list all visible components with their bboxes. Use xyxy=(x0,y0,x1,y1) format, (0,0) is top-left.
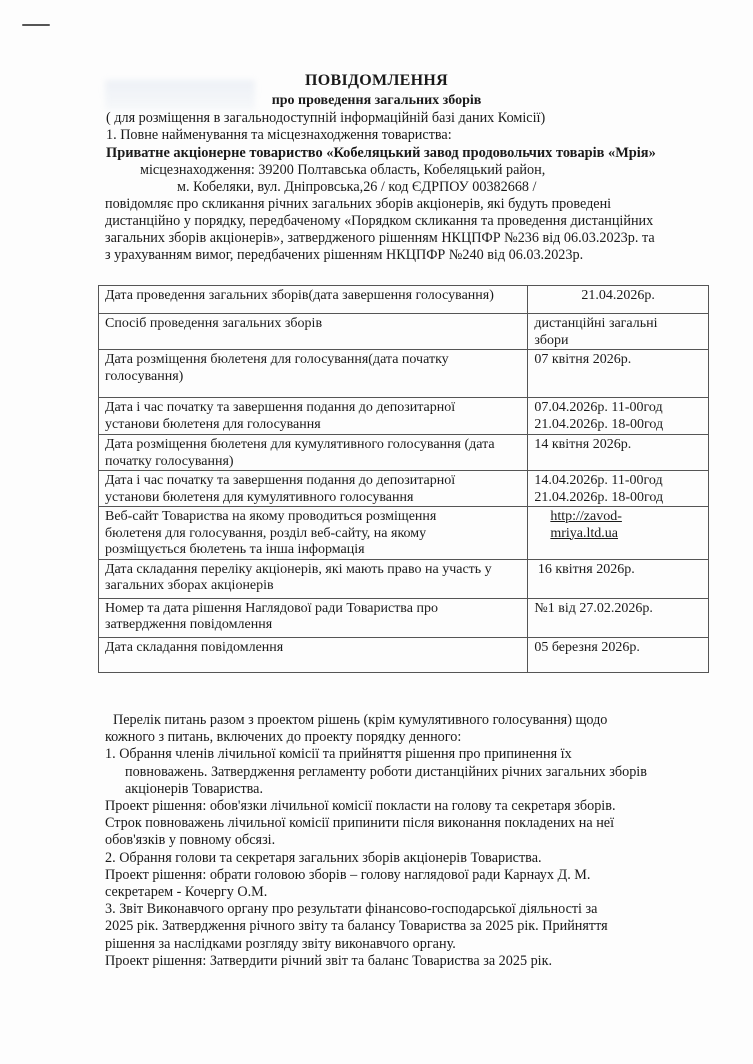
company-name: Приватне акціонерне товариство «Кобеляцький завод продовольчих товарів «Мрія» xyxy=(106,145,656,161)
meeting-info-table xyxy=(98,285,709,673)
table-row xyxy=(99,350,709,398)
row-value xyxy=(528,350,709,398)
value-line: 21.04.2026р. xyxy=(581,288,655,303)
table-row xyxy=(99,398,709,435)
value-line: 07 квітня 2026р. xyxy=(534,352,632,367)
table-row xyxy=(99,559,709,598)
draft-decision-2-cont: секретарем - Кочергу О.М. xyxy=(105,884,268,901)
agenda-item-2: 2. Обрання голови та секретаря загальних зборів акціонерів Товариства. xyxy=(105,849,542,866)
label-line: голосування) xyxy=(105,368,184,384)
intro-line: загальних зборів акціонерів», затвердженого рішенням НКЦПФР №236 від 06.03.2023р. та xyxy=(105,230,655,246)
value-line: збори xyxy=(534,332,569,348)
label-line: Спосіб проведення загальних зборів xyxy=(105,316,323,331)
row-label xyxy=(99,637,528,672)
row-label xyxy=(99,350,528,398)
agenda-intro-line: Перелік питань разом з проектом рішень (крім кумулятивного голосування) щодо xyxy=(113,712,608,728)
intro-line: дистанційно у порядку, передбаченому «Порядком скликання та проведення дистанційних xyxy=(105,213,654,229)
table-row xyxy=(99,507,709,560)
row-label xyxy=(99,598,528,637)
document-subtitle: про проведення загальних зборів xyxy=(271,93,482,108)
label-line: Дата розміщення бюлетеня для кумулятивного голосування (дата xyxy=(105,437,495,452)
label-line: Веб-сайт Товариства на якому проводиться розміщення xyxy=(105,509,437,524)
row-value xyxy=(528,471,709,507)
row-label xyxy=(99,507,528,560)
row-label xyxy=(99,559,528,598)
address-line-1: місцезнаходження: 39200 Полтавська область, Кобеляцький район, xyxy=(140,162,546,178)
agenda-item-3-cont: 2025 рік. Затвердження річного звіту та балансу Товариства за 2025 рік. Прийняття xyxy=(105,918,608,935)
intro-paragraph xyxy=(105,196,715,264)
row-value xyxy=(528,398,709,435)
value-line: 14 квітня 2026р. xyxy=(534,437,632,452)
label-line: Дата складання повідомлення xyxy=(105,639,284,655)
row-value xyxy=(528,435,709,471)
label-line: Дата складання переліку акціонерів, які мають право на участь у xyxy=(105,561,492,577)
value-line: дистанційні загальні xyxy=(534,316,658,331)
value-line: 05 березня 2026р. xyxy=(534,639,640,655)
address-line-2: м. Кобеляки, вул. Дніпровська,26 / код ЄДРПОУ 00382668 / xyxy=(177,179,537,195)
row-label xyxy=(99,314,528,350)
row-label xyxy=(99,286,528,314)
row-value xyxy=(528,507,709,560)
agenda-item-1-cont: акціонерів Товариства. xyxy=(125,780,264,797)
label-line: Дата і час початку та завершення подання до депозитарної xyxy=(105,400,456,415)
label-line: початку голосування) xyxy=(105,453,234,469)
label-line: Дата і час початку та завершення подання до депозитарної xyxy=(105,473,456,488)
value-line: №1 від 27.02.2026р. xyxy=(534,600,653,616)
label-line: Номер та дата рішення Наглядової ради Товариства про xyxy=(105,600,438,616)
draft-decision-1: Проект рішення: обов'язки лічильної комісії покласти на голову та секретаря зборів. xyxy=(105,798,616,815)
agenda-intro-line: кожного з питань, включених до проекту порядку денного: xyxy=(105,729,462,746)
document-title: ПОВІДОМЛЕННЯ xyxy=(305,72,448,89)
section-heading: 1. Повне найменування та місцезнаходження товариства: xyxy=(106,127,452,143)
agenda-section xyxy=(105,712,725,970)
intro-line: з урахуванням вимог, передбачених рішенням НКЦПФР №240 від 06.03.2023р. xyxy=(105,247,584,263)
table-row xyxy=(99,471,709,507)
label-line: затвердження повідомлення xyxy=(105,617,273,632)
value-line: 16 квітня 2026р. xyxy=(534,561,635,577)
agenda-item-1: 1. Обрання членів лічильної комісії та прийняття рішення про припинення їх xyxy=(105,746,572,763)
table-row xyxy=(99,637,709,672)
publication-note: ( для розміщення в загальнодоступній інформаційній базі даних Комісії) xyxy=(106,110,546,126)
scan-mark xyxy=(22,24,50,26)
table-row xyxy=(99,435,709,471)
agenda-item-3-cont: рішення за наслідками розгляду звіту виконавчого органу. xyxy=(105,935,456,952)
draft-decision-3: Проект рішення: Затвердити річний звіт та баланс Товариства за 2025 рік. xyxy=(105,952,553,969)
draft-decision-1-cont: обов'язків у повному обсязі. xyxy=(105,832,276,849)
value-line: 14.04.2026р. 11-00год xyxy=(534,473,663,488)
row-value xyxy=(528,286,709,314)
label-line: загальних зборах акціонерів xyxy=(105,578,274,593)
label-line: установи бюлетеня для кумулятивного голосування xyxy=(105,489,414,505)
row-label xyxy=(99,398,528,435)
row-value xyxy=(528,559,709,598)
label-line: Дата проведення загальних зборів(дата завершення голосування) xyxy=(105,288,494,303)
value-line: 21.04.2026р. 18-00год xyxy=(534,489,664,505)
intro-line: повідомляє про скликання річних загальних зборів акціонерів, які будуть проведені xyxy=(105,196,612,212)
label-line: бюлетеня для голосування, розділ веб-сайту, на якому xyxy=(105,525,427,541)
website-link[interactable] xyxy=(550,509,622,541)
label-line: розміщується бюлетень та інша інформація xyxy=(105,542,365,557)
row-label xyxy=(99,435,528,471)
label-line: Дата розміщення бюлетеня для голосування(дата початку xyxy=(105,352,449,367)
row-value xyxy=(528,314,709,350)
table-row xyxy=(99,314,709,350)
table-row xyxy=(99,598,709,637)
label-line: установи бюлетеня для голосування xyxy=(105,416,321,432)
link-line: mriya.ltd.ua xyxy=(550,525,619,541)
table-row xyxy=(99,286,709,314)
row-label xyxy=(99,471,528,507)
draft-decision-1-cont: Строк повноважень лічильної комісії припинити після виконання покладених на неї xyxy=(105,815,615,832)
value-line: 07.04.2026р. 11-00год xyxy=(534,400,663,415)
value-line: 21.04.2026р. 18-00год xyxy=(534,416,664,432)
row-value xyxy=(528,598,709,637)
agenda-item-3: 3. Звіт Виконавчого органу про результати фінансово-господарської діяльності за xyxy=(105,901,598,918)
row-value xyxy=(528,637,709,672)
draft-decision-2: Проект рішення: обрати головою зборів – голову наглядової ради Карнаух Д. М. xyxy=(105,866,591,883)
agenda-item-1-cont: повноважень. Затвердження регламенту роботи дистанційних річних загальних зборів xyxy=(125,763,647,780)
link-line: http://zavod- xyxy=(550,509,622,524)
